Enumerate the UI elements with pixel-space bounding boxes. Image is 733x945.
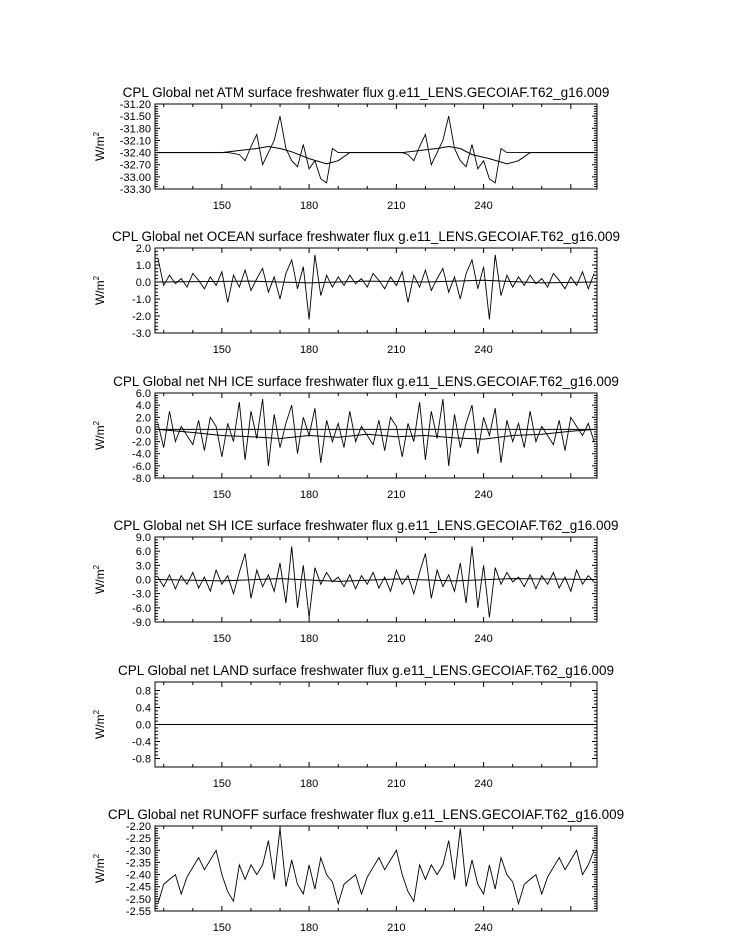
x-tick-label: 150: [212, 633, 232, 645]
x-tick-label: 210: [387, 778, 406, 790]
x-tick-label: 210: [387, 344, 406, 356]
y-axis-label-text: W/m: [93, 569, 107, 595]
y-tick-label: -8.0: [132, 473, 151, 485]
y-tick-label: -32.10: [119, 135, 151, 148]
series-line-monthly: [158, 255, 594, 320]
x-tick-label: 180: [299, 200, 319, 212]
x-tick-label: 240: [474, 778, 493, 790]
panel-0: [92, 85, 609, 212]
y-tick-label: 0.4: [135, 702, 151, 715]
y-axis-label-text: W/m: [93, 136, 107, 162]
x-tick-label: 210: [387, 200, 406, 212]
y-tick-label: 3.0: [135, 560, 151, 573]
y-tick-label: -2.20: [125, 821, 151, 833]
panel-title: CPL Global net LAND surface freshwater flux g.e11_LENS.GECOIAF.T62_g16.009: [117, 663, 615, 678]
x-tick-label: 240: [474, 633, 493, 645]
panel-title: CPL Global net SH ICE surface freshwater flux g.e11_LENS.GECOIAF.T62_g16.009: [113, 518, 619, 533]
y-axis-label-sup: 2: [92, 275, 101, 281]
panel-4: [92, 663, 614, 790]
x-tick-label: 150: [212, 200, 232, 212]
y-tick-label: -2.25: [125, 833, 151, 846]
y-tick-label: 2.0: [135, 412, 151, 425]
x-tick-label: 150: [212, 344, 232, 356]
plot-frame: [155, 104, 597, 189]
y-axis-label-sup: 2: [92, 564, 101, 570]
y-tick-label: 6.0: [135, 388, 151, 400]
series-line-monthly: [158, 399, 594, 466]
panel-5: [92, 807, 624, 934]
y-tick-label: -0.4: [132, 736, 151, 749]
y-tick-label: -32.40: [119, 147, 151, 160]
x-tick-label: 150: [212, 922, 232, 934]
x-tick-label: 210: [387, 633, 406, 645]
y-tick-label: -3.0: [132, 328, 151, 340]
x-tick-label: 210: [387, 489, 406, 501]
x-tick-label: 180: [299, 922, 319, 934]
y-axis-label: [92, 853, 107, 883]
x-tick-label: 150: [212, 489, 232, 501]
series-line-monthly: [158, 116, 594, 183]
y-axis-label-sup: 2: [92, 853, 101, 859]
x-tick-label: 240: [474, 922, 493, 934]
x-tick-label: 240: [474, 344, 493, 356]
x-tick-label: 180: [299, 489, 319, 501]
x-tick-label: 180: [299, 778, 319, 790]
y-tick-label: 0.8: [135, 685, 151, 698]
y-axis-label-text: W/m: [93, 425, 107, 451]
y-tick-label: 1.0: [135, 260, 151, 272]
y-tick-label: 0.0: [135, 719, 151, 732]
y-tick-label: -2.50: [125, 893, 151, 906]
y-tick-label: 0.0: [135, 574, 151, 587]
y-tick-label: -2.35: [125, 857, 151, 870]
y-tick-label: -2.40: [125, 869, 151, 882]
x-tick-label: 240: [474, 489, 493, 501]
y-tick-label: -6.0: [132, 460, 151, 473]
series-line-monthly: [158, 546, 594, 617]
plot-frame: [155, 826, 597, 911]
y-tick-label: 0.0: [135, 277, 151, 289]
y-axis-label: [92, 564, 107, 594]
panel-title: CPL Global net RUNOFF surface freshwater flux g.e11_LENS.GECOIAF.T62_g16.009: [107, 807, 625, 822]
y-tick-label: -2.45: [125, 881, 151, 894]
y-tick-label: -32.70: [119, 159, 151, 172]
y-tick-label: -9.0: [132, 617, 151, 629]
x-tick-label: 210: [387, 922, 406, 934]
y-tick-label: -2.30: [125, 845, 151, 858]
panel-title: CPL Global net ATM surface freshwater flux g.e11_LENS.GECOIAF.T62_g16.009: [122, 85, 610, 100]
series-line-monthly: [158, 828, 594, 903]
y-tick-label: -0.8: [132, 753, 151, 766]
y-tick-label: 0.0: [135, 424, 151, 437]
x-tick-label: 180: [299, 633, 319, 645]
y-tick-label: -31.20: [119, 99, 151, 111]
y-axis-label: [92, 420, 107, 450]
y-tick-label: -31.50: [119, 111, 151, 124]
x-tick-label: 240: [474, 200, 493, 212]
plot-frame: [155, 248, 597, 333]
y-tick-label: -1.0: [132, 294, 151, 306]
y-tick-label: 6.0: [135, 546, 151, 559]
y-axis-label-sup: 2: [92, 420, 101, 426]
y-tick-label: -6.0: [132, 602, 151, 615]
y-tick-label: -2.55: [125, 906, 151, 918]
y-axis-label-sup: 2: [92, 131, 101, 137]
x-tick-label: 180: [299, 344, 319, 356]
x-tick-label: 150: [212, 778, 232, 790]
y-tick-label: -2.0: [132, 311, 151, 323]
y-axis-label: [92, 131, 107, 161]
y-axis-label: [92, 275, 107, 305]
y-tick-label: 2.0: [135, 243, 151, 255]
panel-1: [92, 229, 620, 356]
y-axis-label-text: W/m: [93, 280, 107, 306]
y-axis-label-text: W/m: [93, 858, 107, 884]
y-tick-label: -3.0: [132, 588, 151, 601]
series-line-smoothed: [158, 147, 594, 164]
y-axis-label-text: W/m: [93, 714, 107, 740]
y-tick-label: -33.30: [119, 184, 151, 196]
y-tick-label: -4.0: [132, 448, 151, 461]
y-axis-label-sup: 2: [92, 709, 101, 715]
panel-2: [92, 374, 619, 501]
panel-3: [92, 518, 619, 645]
y-tick-label: -31.80: [119, 123, 151, 136]
y-tick-label: 4.0: [135, 400, 151, 413]
panel-title: CPL Global net OCEAN surface freshwater flux g.e11_LENS.GECOIAF.T62_g16.009: [111, 229, 621, 244]
y-axis-label: [92, 709, 107, 739]
y-tick-label: 9.0: [135, 532, 151, 544]
y-tick-label: -33.00: [119, 171, 151, 184]
y-tick-label: -2.0: [132, 436, 151, 449]
panel-title: CPL Global net NH ICE surface freshwater flux g.e11_LENS.GECOIAF.T62_g16.009: [113, 374, 619, 389]
